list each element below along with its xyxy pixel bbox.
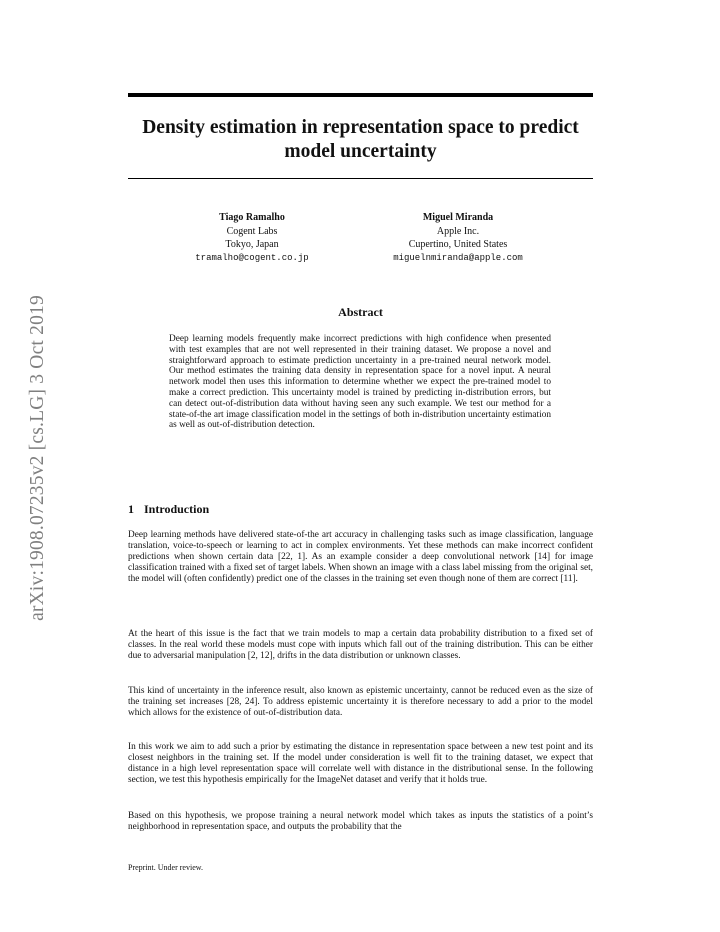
body-paragraph: This kind of uncertainty in the inference result, also known as epistemic uncertainty, cannot be reduced even as the size of the training set increases [28, 24]. To address epistemic uncertainty it is therefore necessary to add a prior to the model which allows for the existence of out-of-distribution data.	[128, 686, 593, 718]
author-email[interactable]: tramalho@cogent.co.jp	[195, 252, 309, 263]
body-paragraph: Deep learning methods have delivered state-of-the art accuracy in challenging tasks such as image classification, language translation, voice-to-speech or learning to act in complex environments. Yet these methods can make incorrect confident predictions when shown certain data [22, 1]. As an example consider a deep convolutional network [14] for image classification trained with a fixed set of target labels. When shown an image with a class label missing from the original set, the model will (often confidently) predict one of the classes in the training set even though none of them are correct [11].	[128, 530, 593, 584]
section-title: Introduction	[144, 502, 210, 516]
body-paragraph: At the heart of this issue is the fact that we train models to map a certain data probability distribution to a fixed set of classes. In the real world these models must cope with inputs which fall out of the training distribution. This can be either due to adversarial manipulation [2, 12], drifts in the data distribution or unknown classes.	[128, 629, 593, 661]
arxiv-identifier: arXiv:1908.07235v2 [cs.LG] 3 Oct 2019	[27, 295, 48, 621]
abstract-text: Deep learning models frequently make incorrect predictions with high confidence when presented with test examples that are not well represented in their training dataset. We propose a novel and straightforward approach to estimate prediction uncertainty in a pre-trained neural network model. Our method estimates the training data density in representation space for a novel input. A neural network model then uses this information to determine whether we expect the pre-trained model to make a correct prediction. This uncertainty model is trained by predicting in-distribution errors, but can detect out-of-distribution data without having seen any such example. We test our method for a state-of-the art image classification model in the settings of both in-distribution uncertainty estimation as well as out-of-distribution detection.	[169, 334, 551, 431]
abstract-heading: Abstract	[338, 305, 383, 319]
preprint-footer: Preprint. Under review.	[128, 863, 204, 872]
body-paragraph: Based on this hypothesis, we propose training a neural network model which takes as inputs the statistics of a point’s neighborhood in representation space, and outputs the probability that the	[128, 811, 593, 832]
author-block-1	[152, 211, 352, 265]
author-affiliation: Apple Inc.	[436, 225, 480, 237]
author-email[interactable]: miguelnmiranda@apple.com	[393, 252, 523, 263]
section-number: 1	[128, 502, 134, 516]
paper-title: Density estimation in representation space to predict model uncertainty	[142, 117, 579, 162]
section-heading	[128, 502, 209, 517]
author-affiliation: Cogent Labs	[226, 225, 278, 237]
author-name: Tiago Ramalho	[219, 212, 285, 223]
author-location: Tokyo, Japan	[225, 239, 279, 250]
body-paragraph: In this work we aim to add such a prior by estimating the distance in representation space between a new test point and its closest neighbors in the training set. If the model under consideration is well fit to the training dataset, we expect that distance in a high level representation space will correlate well with distance in the distributional sense. In the following section, we test this hypothesis empirically for the ImageNet dataset and verify that it holds true.	[128, 742, 593, 785]
author-name: Miguel Miranda	[422, 212, 494, 223]
author-block-2	[358, 211, 558, 265]
title-bottom-rule	[128, 178, 593, 179]
title-top-rule	[128, 93, 593, 97]
author-location: Cupertino, United States	[408, 239, 508, 250]
